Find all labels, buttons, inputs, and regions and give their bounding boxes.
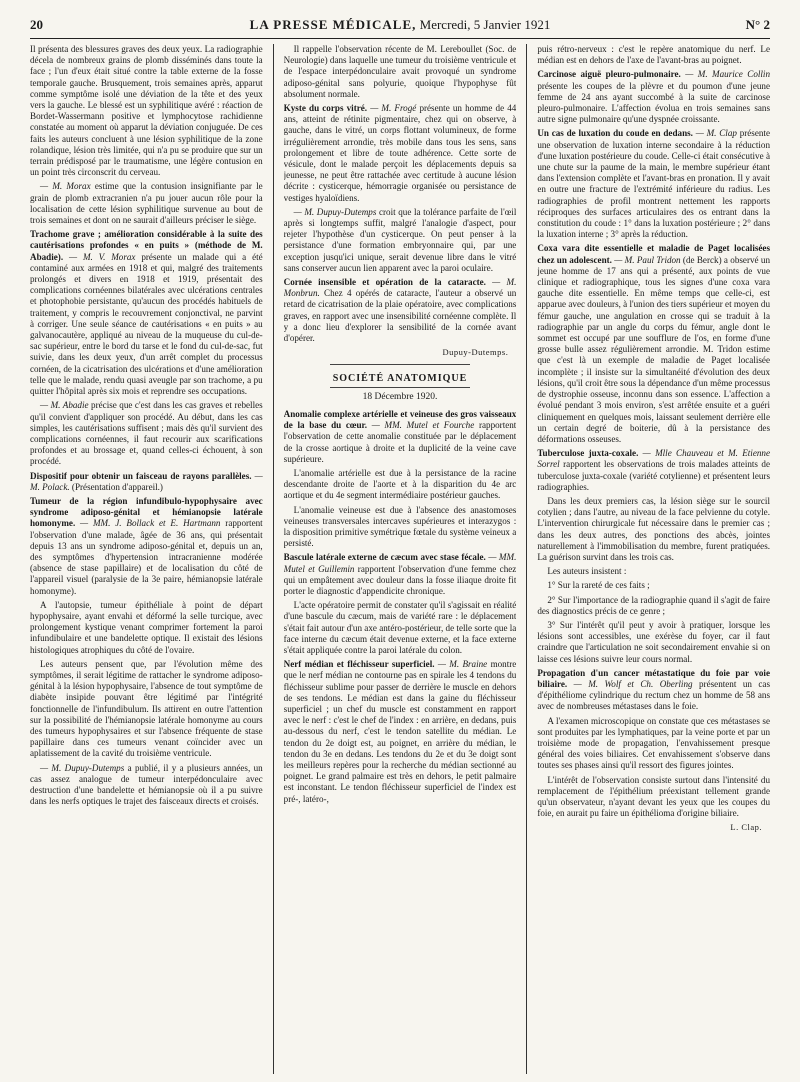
- paragraph: L'acte opératoire permit de constater qu'il s'agissait en réalité d'une bascule du cæcum, mais de variété rare : le déplacement s'était fait autour d'un axe antéro-postérieur, de telle sorte que la face interne du cæcum était devenue externe, et la face externe s'était appliquée contre la paroi latérale du colon.: [283, 600, 517, 655]
- journal-name: LA PRESSE MÉDICALE,: [249, 17, 417, 32]
- paragraph: puis rétro-nerveux : c'est le repère anatomique du nerf. Le médian est en dehors de l'axe de l'avant-bras au poignet.: [537, 44, 770, 66]
- paragraph: Tuberculose juxta-coxale. — Mlle Chauveau et M. Etienne Sorrel rapportent les observations de trois malades atteints de tuberculose juxta-coxale (variété cotylienne) et présentent leurs radiographies.: [537, 448, 770, 492]
- paragraph: Carcinose aiguë pleuro-pulmonaire. — M. Maurice Collin présente les coupes de la plèvre et du poumon d'une jeune femme de 24 ans ayant succombé à la suite de carcinose pleuro-pulmonaire. L'affection évolua en trois semaines sans autre signe pulmonaire qu'une dyspnée croissante.: [537, 69, 770, 125]
- column-separator: [273, 44, 274, 1074]
- paragraph: 2° Sur l'importance de la radiographie quand il s'agit de faire des diagnostics précis de ce genre ;: [537, 594, 770, 616]
- issue-date: Mercredi, 5 Janvier 1921: [416, 17, 551, 32]
- paragraph: Les auteurs pensent que, par l'évolution même des symptômes, il serait légitime de rattacher le syndrome adiposo-génital à la lésion hypophysaire, l'absence de tout symptôme de diabète insipide pouvant être légitimé par l'intégrité fonctionnelle de l'infundibulum. Ils attirent en outre l'attention sur la possibilité de l'hémianopsie latérale homonyme au cours des tumeurs hypophysaires et sur l'absence fréquente de stase papillaire dans ces tumeurs venant coïncider avec un aplatissement de la cavité du troisième ventricule.: [30, 658, 263, 759]
- column-1: [30, 44, 263, 1074]
- paragraph: L'anomalie artérielle est due à la persistance de la racine descendante droite de l'aorte et à la disparition du 4e arc aortique et du 4e segment intermédiaire postérieur gauches.: [283, 467, 517, 501]
- paragraph: Propagation d'un cancer métastatique du foie par voie biliaire. — M. Wolf et Ch. Oberling présentent un cas d'épithéliome cylindrique du rectum chez un homme de 58 ans avec de nombreuses métastases dans le foie.: [537, 667, 770, 712]
- section-title: SOCIÉTÉ ANATOMIQUE: [332, 373, 468, 385]
- paragraph: — M. Dupuy-Dutemps croit que la tolérance parfaite de l'œil après si longtemps suffit, malgré l'analogie d'aspect, pour rejeter l'hypothèse d'un cysticerque. On peut penser à la persistance d'une formation embryonnaire qui, par une exception jusqu'ici unique, serait devenue libre dans le vitré sans conserver aucun lien apparent avec la paroi oculaire.: [283, 206, 517, 273]
- paragraph: Coxa vara dite essentielle et maladie de Paget localisées chez un adolescent. — M. Paul Tridon (de Berck) a observé un jeune homme de 17 ans qui a présenté, aux points de vue clinique et radiographique, tous les signes d'une coxa vara gauche dite essentielle. En même temps que celle-ci, est apparue avec douleurs, à l'union des tiers supérieur et moyen du fémur gauche, une angulation en crosse qui se traduit à la radiographie par un angle du corps du fémur, angle dont le sommet est occupé par une soufflure de l'os, en forme d'une grosse bulle assez régulièrement arrondie. M. Tridon estime que c'est là un exemple de maladie de Paget localisée incomplète ; il insiste sur la simultanéité d'évolution des deux lésions, qu'il croit être sous la dépendance d'un même processus de dystrophie osseuse, inconnu dans son essence. L'affection a évolué pendant 3 mois environ, s'est arrêtée ensuite et a guéri cliniquement en quelques mois, laissant seulement derrière elle un certain degré de boiterie, dû à la persistance des déformations osseuses.: [537, 243, 770, 444]
- paragraph: — M. Dupuy-Dutemps a publié, il y a plusieurs années, un cas assez analogue de tumeur interpédonculaire avec destruction d'une bandelette et hémianopsie où il a pu suivre dans les nerfs optiques le trajet des faisceaux directs et croisés.: [30, 762, 263, 807]
- header-rule: [30, 38, 770, 39]
- page-number: 20: [30, 17, 43, 32]
- section-date: 18 Décembre 1920.: [362, 391, 438, 402]
- paragraph: Il présenta des blessures graves des deux yeux. La radiographie décela de nombreux grains de plomb disséminés dans toute la face ; l'un d'eux était situé contre la table externe de la fosse temporale gauche. Brusquement, trois semaines après, apparut comme symptôme isolé une déviation de la tête et des yeux vers la gauche. Le blessé est un syphilitique avéré : réaction de Bordet-Wassermann positive et lymphocytose rachidienne constatée au moment où apparut la déviation conjuguée. De ces faits les auteurs concluent à une lésion syphilitique de la zone rolandique, lésion très limitée, qui n'a pu se produire que sur un terrain prédisposé par le traumatisme, une légère contusion en un point très circonscrit du cerveau.: [30, 44, 263, 178]
- columns: [30, 44, 770, 1074]
- page-header: [30, 12, 770, 38]
- column-2: [284, 44, 517, 1074]
- paragraph: 1° Sur la rareté de ces faits ;: [547, 580, 650, 591]
- column-separator: [526, 44, 527, 1074]
- paragraph: Les auteurs insistent :: [547, 566, 627, 577]
- paragraph: L'anomalie veineuse est due à l'absence des anastomoses veineuses transversales intercaves supérieures et interazygos : la disposition primitive symétrique fœtale du système veineux a persisté.: [283, 504, 517, 549]
- paragraph: Nerf médian et fléchisseur superficiel. — M. Braine montre que le nerf médian ne contourne pas en spirale les 4 tendons du fléchisseur sublime pour passer de derrière le muscle en dehors de ses tendons. Le médian est dans la gaine du fléchisseur superficiel ; un chef du muscle est constamment en rapport avec le nerf : c'est le chef de l'index : en arrière, en dedans, puis au-dessous du nerf, c'est le tendon satellite du médian. Le tendon du 2e doigt est, au poignet, en arrière du médian, le tendon du 3e en dedans. Les tendons du 2e et du 3e doigt sont les meilleurs repères pour la recherche du médian sectionné au poignet. Le grand palmaire est très en dehors, le petit palmaire est inconstant. Le tendon fléchisseur superficiel de l'index est pré-, latéro-,: [283, 659, 517, 804]
- section-rule: [330, 364, 470, 365]
- paragraph: L'intérêt de l'observation consiste surtout dans l'intensité du remplacement de l'épithélium préexistant tellement grande qu'un observateur, n'ayant devant les yeux que les coupes du foie, en aurait pu faire un épithélioma d'origine biliaire.: [537, 774, 770, 819]
- signature: Dupuy-Dutemps.: [442, 347, 509, 358]
- journal-title: [90, 17, 710, 33]
- section-rule: [330, 387, 470, 388]
- paragraph: Un cas de luxation du coude en dedans. — M. Clap présente une observation de luxation interne secondaire à la réduction d'une luxation postérieure du coude. Celle-ci était consécutive à une chute sur la paume de la main, le membre supérieur étant dans l'extension complète et l'avant-bras en pronation. Il y avait en outre une fracture de l'extrémité inférieure du radius. Les radiographies de profil montrent nettement les rapports réciproques des surfaces articulaires des os entrant dans la constitution du coude : 1° dans la luxation postérieure ; 2° dans la luxation interne ; 3° après la réduction.: [537, 128, 770, 240]
- paragraph: A l'autopsie, tumeur épithéliale à point de départ hypophysaire, ayant envahi et déformé la selle turcique, avec prolongement kystique venant comprimer fortement la paroi infundibulaire et une bandelette optique. Il existait des lésions histologiques atrophiques du côté de l'ovaire.: [30, 599, 263, 655]
- paragraph: Dispositif pour obtenir un faisceau de rayons parallèles. — M. Polack. (Présentation d'appareil.): [30, 470, 263, 492]
- paragraph: Bascule latérale externe de cæcum avec stase fécale. — MM. Mutel et Guillemin rapportent l'observation d'une femme chez qui un empâtement avec douleur dans la fosse iliaque droite fit porter le diagnostic d'appendicite chronique.: [283, 552, 517, 596]
- paragraph: Cornée insensible et opération de la cataracte. — M. Monbrun. Chez 4 opérés de cataracte, l'auteur a observé un retard de cicatrisation de la plaie opératoire, avec complications graves, en rapport avec une insensibilité cornéenne complète. Il y a donc lieu d'explorer la sensibilité de la cornée avant d'opérer.: [283, 277, 517, 344]
- paragraph: A l'examen microscopique on constate que ces métastases se sont produites par les lymphatiques, par la veine porte et par un troisième mode de propagation, l'envahissement presque général des voies biliaires. Cet envahissement s'observe dans toutes ses phases ainsi qu'il ressort des figures jointes.: [537, 715, 770, 771]
- paragraph: Trachome grave ; amélioration considérable à la suite des cautérisations profondes « en puits » (méthode de M. Abadie). — M. V. Morax présente un malade qui a été contaminé aux armées en 1918 et qui, malgré des traitements prolongés et divers en 1918 et 1919, présentait des complications cornéennes bilatérales avec ulcérations centrales et photophobie persistante, qu'aucun des procédés habituels de traitement, y compris le recouvrement conjonctival, ne parvint à corriger. Une seule séance de cautérisations « en puits » au galvanocautère, appliqué au niveau de la muqueuse du cul-de-sac supérieur, entre le bord du tarse et le fond du cul-de-sac, fut suivie, dans les deux yeux, d'un arrêt complet du processus cornéen, de la cicatrisation des ulcérations et d'une amélioration telle que le malade, rendu quasi aveugle par son trachome, a pu quitter l'hôpital après six mois et reprendre ses occupations.: [30, 229, 263, 397]
- paragraph: Il rappelle l'observation récente de M. Lereboullet (Soc. de Neurologie) dans laquelle une tumeur du troisième ventricule et de l'espace interpédonculaire avait provoqué un syndrome adiposo-génital sans polyurie, quoique l'hypophyse fût absolument normale.: [283, 44, 517, 99]
- signature: L. Clap.: [730, 822, 762, 833]
- paragraph: Dans les deux premiers cas, la lésion siège sur le sourcil cotylien ; dans l'autre, au niveau de la face pelvienne du cotyle. L'intervention chirurgicale fut nécessaire dans le premier cas ; dans les deux autres, des ponctions des abcès, jointes naturellement à l'immobilisation du membre, furent pratiquées. La guérison survint dans les trois cas.: [537, 495, 770, 562]
- paragraph: Anomalie complexe artérielle et veineuse des gros vaisseaux de la base du cœur. — MM. Mutel et Fourche rapportent l'observation de cette anomalie constituée par le déplacement de la crosse aortique à droite et la duplicité de la veine cave supérieure.: [283, 408, 517, 464]
- paragraph: — M. Morax estime que la contusion insignifiante par le grain de plomb extracranien n'a pu jouer aucun rôle pour la localisation de cette lésion syphilitique survenue au bout de trois semaines et dont on ne saurait d'ailleurs préciser le siège.: [30, 181, 263, 226]
- paragraph: 3° Sur l'intérêt qu'il peut y avoir à pratiquer, lorsque les lésions sont accessibles, une exérèse du foyer, car il faut craindre que l'articulation ne soit secondairement envahie si on laisse ces lésions suivre leur cours normal.: [537, 619, 770, 664]
- paragraph: Tumeur de la région infundibulo-hypophysaire avec syndrome adiposo-génital et hémianopsie latérale homonyme. — MM. J. Bollack et E. Hartmann rapportent l'observation d'une malade, âgée de 36 ans, qui présentait depuis 13 ans un syndrome adiposo-génital et, depuis un an, des symptômes d'hypertension intracranienne modérée (absence de stase papillaire) et de localisation du côté de l'appareil visuel (paralysie de la 3e paire, hémianopsie latérale homonyme).: [30, 495, 263, 596]
- paragraph: Kyste du corps vitré. — M. Frogé présente un homme de 44 ans, atteint de rétinite pigmentaire, chez qui on observe, à gauche, dans le vitré, un corps flottant volumineux, de forme irrégulièrement arrondie, très mobile dans tous les sens, sans prolongement et libre de toute adhérence. Cette sorte de vésicule, dont le malade perçoit les déplacements depuis sa jeunesse, ne peut être rattachée avec certitude à aucune lésion décrite : cysticerque, hémorragie organisée ou persistance de vestiges hyaloïdiens.: [283, 103, 517, 203]
- issue-number: N° 2: [745, 17, 770, 32]
- column-3: [537, 44, 770, 1074]
- paragraph: — M. Abadie précise que c'est dans les cas graves et rebelles qu'il convient d'appliquer son procédé. Au début, dans les cas simples, les cautérisations suffisent ; mais dès qu'il survient des complications cornéennes, il faut recourir aux scarifications profondes et au brossage et, quand celles-ci échouent, à son procédé.: [30, 400, 263, 467]
